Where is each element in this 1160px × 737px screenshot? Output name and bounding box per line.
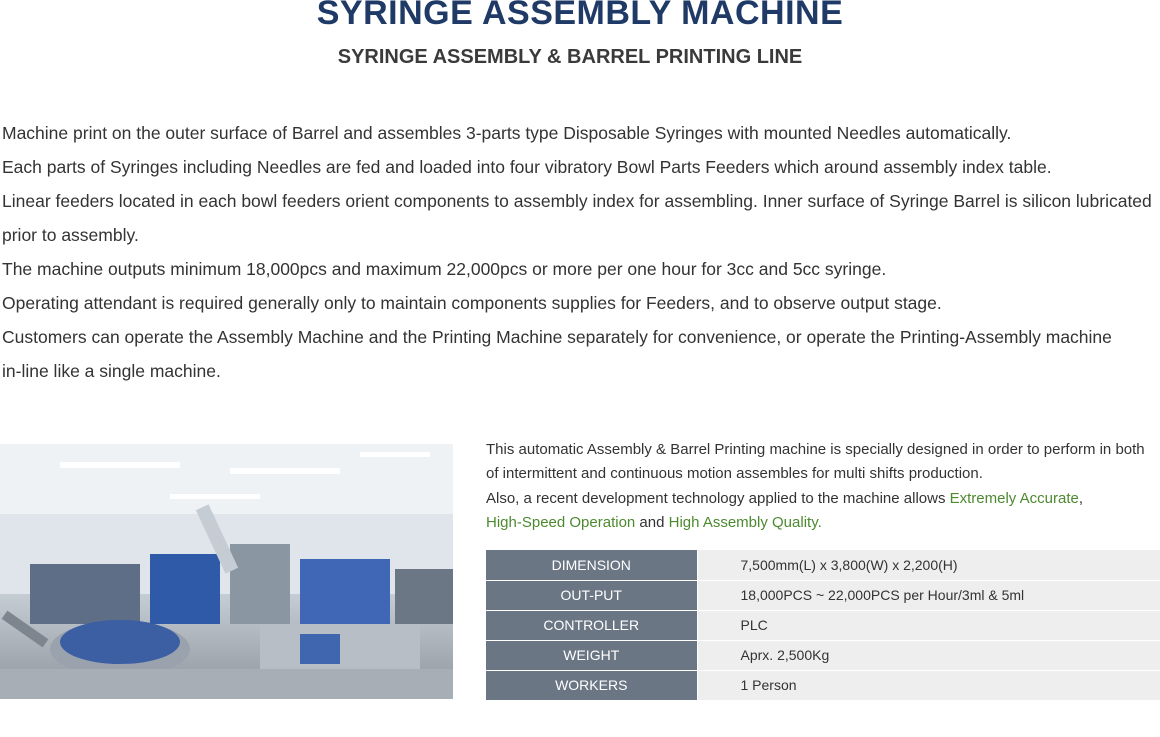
spec-value: 18,000PCS ~ 22,000PCS per Hour/3ml & 5ml bbox=[697, 580, 1160, 610]
description-line: prior to assembly. bbox=[2, 225, 139, 245]
intro-separator: and bbox=[635, 513, 669, 531]
page-subtitle: SYRINGE ASSEMBLY & BARREL PRINTING LINE bbox=[337, 46, 803, 68]
table-row bbox=[486, 580, 1160, 610]
highlight-quality: High Assembly Quality. bbox=[668, 513, 822, 531]
highlight-speed: High-Speed Operation bbox=[486, 513, 636, 531]
spec-table bbox=[486, 550, 1160, 701]
description-line: in-line like a single machine. bbox=[2, 361, 221, 381]
description bbox=[2, 116, 1158, 388]
spec-value: 7,500mm(L) x 3,800(W) x 2,200(H) bbox=[697, 550, 1160, 580]
table-row bbox=[486, 640, 1160, 670]
page-title: SYRINGE ASSEMBLY MACHINE bbox=[316, 0, 844, 32]
machine-illustration bbox=[0, 444, 453, 699]
spec-label: DIMENSION bbox=[486, 550, 697, 580]
spec-label: OUT-PUT bbox=[486, 580, 697, 610]
description-line: Operating attendant is required generally only to maintain components supplies for Feeders, and to observe output stage. bbox=[2, 293, 942, 313]
highlight-accurate: Extremely Accurate bbox=[949, 489, 1079, 507]
description-line: Customers can operate the Assembly Machine and the Printing Machine separately for convenience, or operate the Printing-Assembly machine bbox=[2, 327, 1112, 347]
intro-sentence-2: Also, a recent development technology applied to the machine allows bbox=[486, 489, 950, 507]
description-line: The machine outputs minimum 18,000pcs and maximum 22,000pcs or more per one hour for 3cc and 5cc syringe. bbox=[2, 259, 887, 279]
description-line: Each parts of Syringes including Needles are fed and loaded into four vibratory Bowl Parts Feeders which around assembly index table. bbox=[2, 157, 1052, 177]
spec-label: WEIGHT bbox=[486, 640, 697, 670]
description-line: Linear feeders located in each bowl feeders orient components to assembly index for assembling. Inner surface of Syringe Barrel is silicon lubricated bbox=[2, 191, 1152, 211]
machine-photo bbox=[0, 444, 453, 699]
spec-label: WORKERS bbox=[486, 670, 697, 700]
intro-sentence-1: This automatic Assembly & Barrel Printing machine is specially designed in order to perform in both of intermittent and continuous motion assembles for multi shifts production. bbox=[486, 441, 1145, 483]
spec-value: Aprx. 2,500Kg bbox=[697, 640, 1160, 670]
spec-value: 1 Person bbox=[697, 670, 1160, 700]
table-row bbox=[486, 610, 1160, 640]
intro-text bbox=[486, 438, 1154, 535]
intro-separator: , bbox=[1078, 489, 1084, 507]
spec-value: PLC bbox=[697, 610, 1160, 640]
table-row bbox=[486, 550, 1160, 580]
table-row bbox=[486, 670, 1160, 700]
spec-label: CONTROLLER bbox=[486, 610, 697, 640]
description-line: Machine print on the outer surface of Barrel and assembles 3-parts type Disposable Syringes with mounted Needles automatically. bbox=[2, 123, 1012, 143]
